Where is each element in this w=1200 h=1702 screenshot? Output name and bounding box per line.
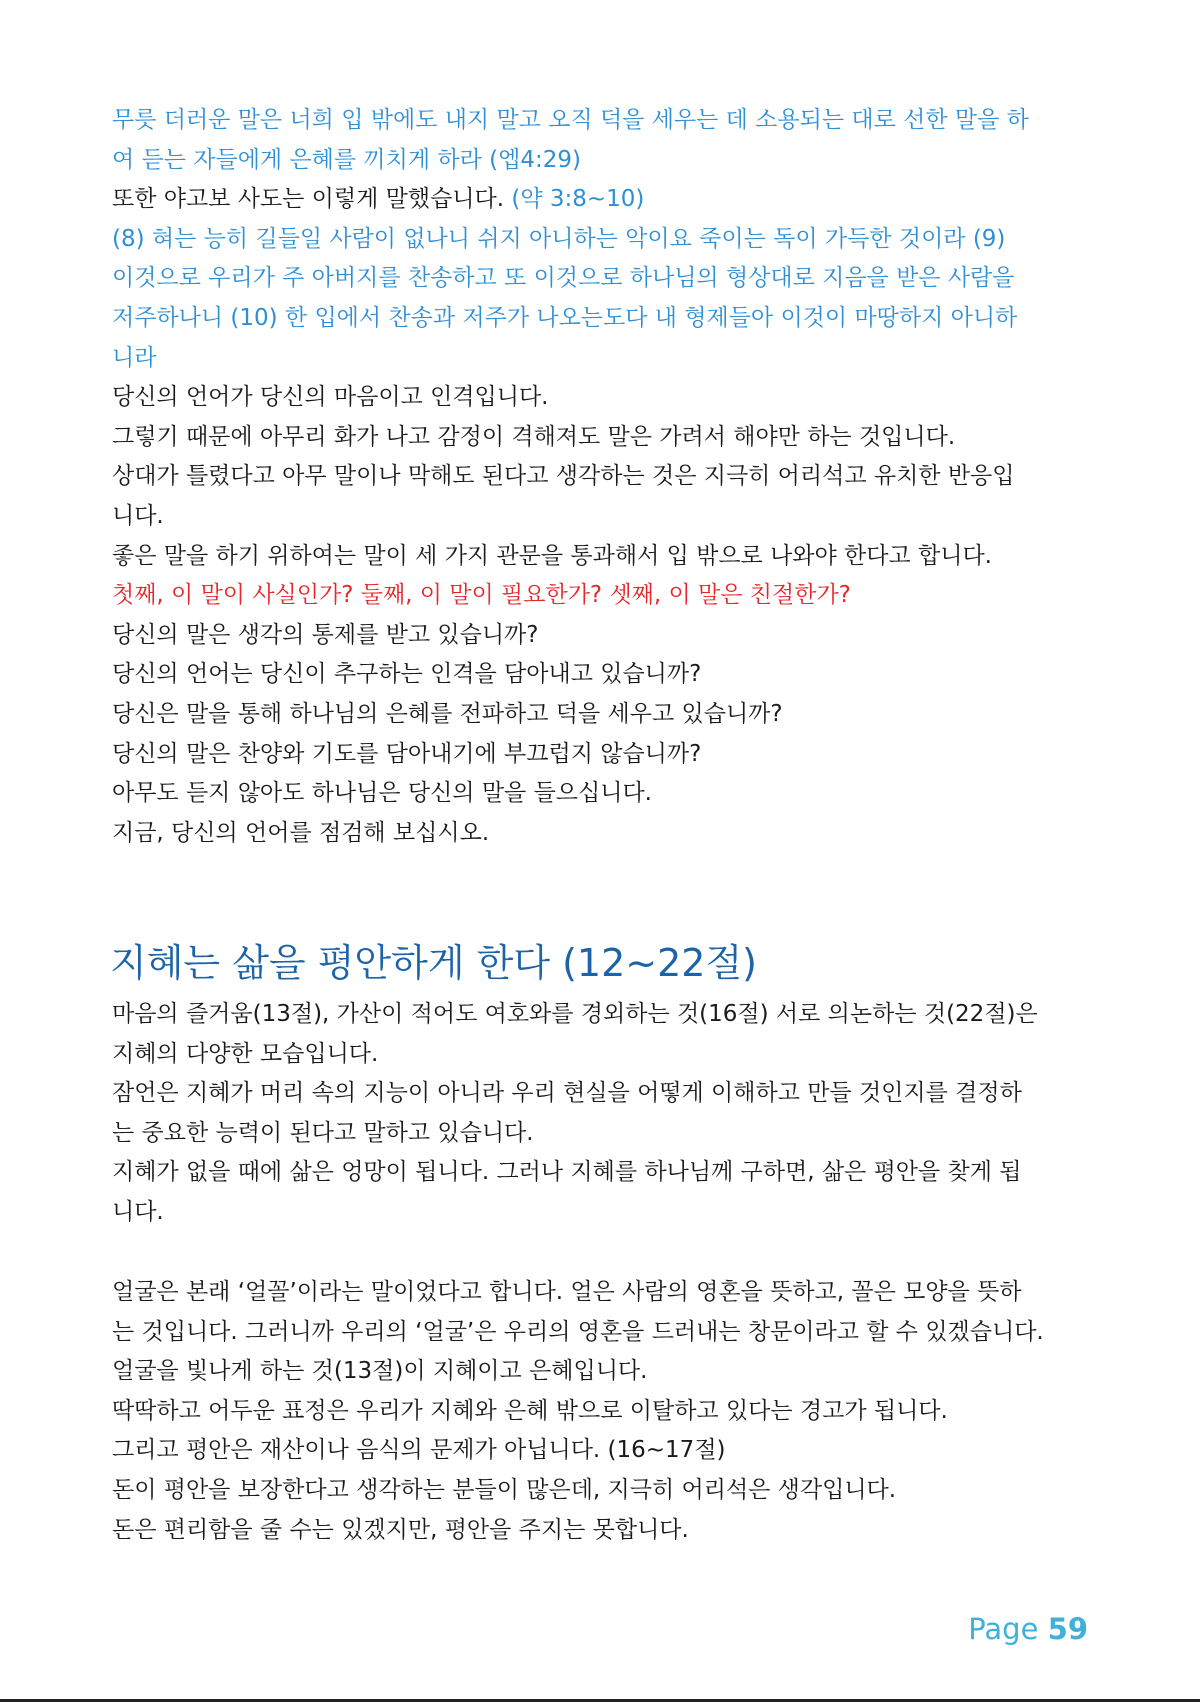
three-gates-line: 첫째, 이 말이 사실인가? 둘째, 이 말이 필요한가? 셋째, 이 말은 친절한가?: [112, 582, 851, 609]
body-line: 잠언은 지혜가 머리 속의 지능이 아니라 우리 현실을 어떻게 이해하고 만들 것인지를 결정하: [112, 1080, 1022, 1107]
body-line: 지혜가 없을 때에 삶은 엉망이 됩니다. 그러나 지혜를 하나님께 구하면, 삶은 평안을 찾게 됩: [112, 1159, 1022, 1186]
body-line: 돈이 평안을 보장한다고 생각하는 분들이 많은데, 지극히 어리석은 생각입니다.: [112, 1476, 897, 1503]
body-line: 아무도 듣지 않아도 하나님은 당신의 말을 들으십니다.: [112, 780, 652, 807]
question-line: 당신의 언어는 당신이 추구하는 인격을 담아내고 있습니까?: [112, 661, 702, 688]
section-speech: [112, 101, 1102, 853]
body-line: 당신의 언어가 당신의 마음이고 인격입니다.: [112, 384, 549, 411]
section-wisdom: [112, 995, 1102, 1233]
scripture-line: 이것으로 우리가 주 아버지를 찬송하고 또 이것으로 하나님의 형상대로 지음을 받은 사람을: [112, 265, 1015, 292]
body-line: 돈은 편리함을 줄 수는 있겠지만, 평안을 주지는 못합니다.: [112, 1516, 689, 1543]
body-line: 딱딱하고 어두운 표정은 우리가 지혜와 은혜 밖으로 이탈하고 있다는 경고가 됩니다.: [112, 1397, 948, 1424]
body-line: 그리고 평안은 재산이나 음식의 문제가 아닙니다. (16~17절): [112, 1437, 726, 1464]
body-line: 상대가 틀렸다고 아무 말이나 막해도 된다고 생각하는 것은 지극히 어리석고 유치한 반응입: [112, 463, 1015, 490]
body-line: 그렇기 때문에 아무리 화가 나고 감정이 격해져도 말은 가려서 해야만 하는 것입니다.: [112, 423, 956, 450]
scripture-line: 여 듣는 자들에게 은혜를 끼치게 하라 (엡4:29): [112, 146, 581, 173]
body-line: 지혜의 다양한 모습입니다.: [112, 1040, 379, 1067]
scripture-line: 니라: [112, 344, 157, 371]
page-label: Page: [968, 1612, 1039, 1646]
scripture-line: 저주하나니 (10) 한 입에서 찬송과 저주가 나오는도다 내 형제들아 이것이 마땅하지 아니하: [112, 304, 1018, 331]
scripture-line: (8) 혀는 능히 길들일 사람이 없나니 쉬지 아니하는 악이요 죽이는 독이 가득한 것이라 (9): [112, 225, 1006, 252]
body-line: [112, 180, 1102, 220]
body-line: 얼굴은 본래 ‘얼꼴’이라는 말이었다고 합니다. 얼은 사람의 영혼을 뜻하고, 꼴은 모양을 뜻하: [112, 1279, 1022, 1305]
section-heading: 지혜는 삶을 평안하게 한다 (12~22절): [110, 941, 758, 985]
page-number: 59: [1047, 1612, 1088, 1646]
body-line: 는 것입니다. 그러니까 우리의 ‘얼굴’은 우리의 영혼을 드러내는 창문이라고 할 수 있겠습니다.: [112, 1318, 1044, 1345]
body-line: 마음의 즐거움(13절), 가산이 적어도 여호와를 경외하는 것(16절) 서로 의논하는 것(22절)은: [112, 1001, 1038, 1027]
question-line: 당신의 말은 찬양와 기도를 담아내기에 부끄럽지 않습니까?: [112, 740, 702, 767]
body-line: 얼굴을 빛나게 하는 것(13절)이 지혜이고 은혜입니다.: [112, 1358, 648, 1385]
body-line: 좋은 말을 하기 위하여는 말이 세 가지 관문을 통과해서 입 밖으로 나와야 한다고 합니다.: [112, 542, 992, 569]
page-footer: [968, 1612, 1088, 1646]
section-face: [112, 1273, 1102, 1550]
body-line: 는 중요한 능력이 된다고 말하고 있습니다.: [112, 1119, 534, 1146]
question-line: 당신은 말을 통해 하나님의 은혜를 전파하고 덕을 세우고 있습니까?: [112, 700, 783, 727]
body-text: 또한 야고보 사도는 이렇게 말했습니다.: [112, 186, 505, 213]
question-line: 당신의 말은 생각의 통제를 받고 있습니까?: [112, 621, 539, 648]
scripture-reference: (약 3:8~10): [511, 186, 645, 213]
scripture-line: 무릇 더러운 말은 너희 입 밖에도 내지 말고 오직 덕을 세우는 데 소용되는 대로 선한 말을 하: [112, 107, 1029, 133]
body-line: 지금, 당신의 언어를 점검해 보십시오.: [112, 819, 490, 846]
body-line: 니다.: [112, 502, 164, 529]
body-line: 니다.: [112, 1198, 164, 1225]
